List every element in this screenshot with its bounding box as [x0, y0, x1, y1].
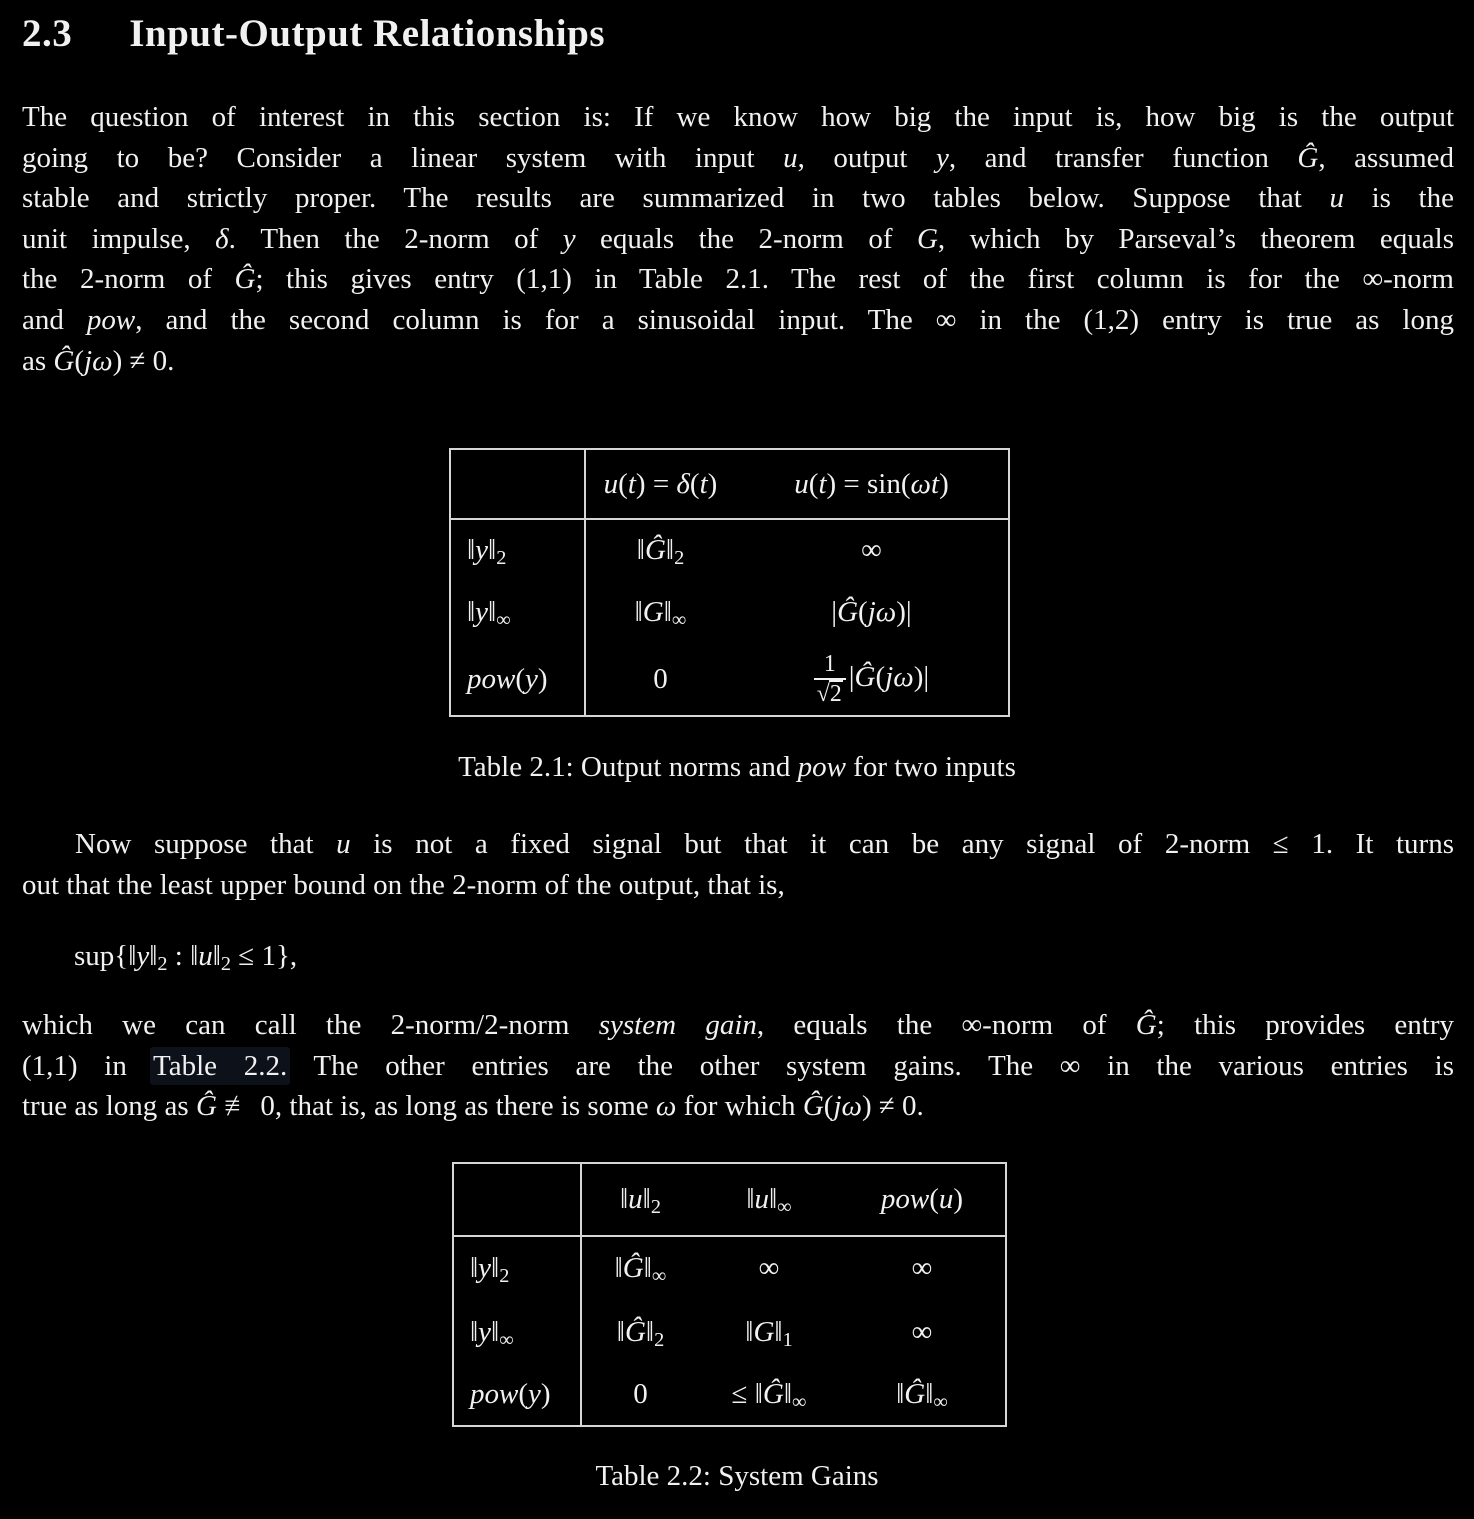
- text-line: (1,1) in Table 2.2. The other entries are the other system gains. The ∞ in the various entries is: [22, 1049, 1454, 1082]
- table-2-2-link[interactable]: Table 2.2.: [153, 1049, 288, 1082]
- paragraph-3: [22, 1005, 1454, 1127]
- table-cell: $‖y‖_2$: [450, 519, 585, 581]
- text-line: and pow, and the second column is for a sinusoidal input. The ∞ in the (1,2) entry is true as long: [22, 303, 1454, 336]
- table-cell: $‖y‖_2$: [453, 1236, 581, 1300]
- table-2-2: [452, 1162, 1007, 1427]
- table-cell: $‖y‖_\infty$: [453, 1300, 581, 1364]
- text-line: true as long as Ĝ ≢ 0, that is, as long as there is some ω for which Ĝ(jω) ≠ 0.: [22, 1090, 924, 1123]
- section-heading: [22, 10, 605, 58]
- paragraph-2: [22, 824, 1454, 905]
- text-line: out that the least upper bound on the 2-norm of the output, that is,: [22, 868, 785, 901]
- text-line: going to be? Consider a linear system with input u, output y, and transfer function Ĝ, assumed: [22, 141, 1454, 174]
- table-cell: |Ĝ(jω)|: [831, 595, 912, 628]
- table-cell: ≤ $‖Ĝ‖_\infty$: [731, 1378, 807, 1414]
- table-row: [450, 643, 1009, 716]
- equation-sup-norm: $sup\{‖y‖_2$ : $‖u‖_2 \le 1$},: [74, 940, 298, 976]
- table-cell: ∞: [911, 1252, 933, 1284]
- table-row: [450, 581, 1009, 643]
- text-line: stable and strictly proper. The results are summarized in two tables below. Suppose that u is the: [22, 182, 1454, 215]
- table-row: [453, 1364, 1006, 1426]
- text-line: as Ĝ(jω) ≠ 0.: [22, 344, 175, 377]
- table-cell: $‖u‖_\infty$: [699, 1163, 839, 1236]
- table-2-2-caption: Table 2.2: System Gains: [595, 1460, 879, 1492]
- text-line: unit impulse, δ. Then the 2-norm of y equals the 2-norm of G, which by Parseval’s theorem equals: [22, 222, 1454, 255]
- table-header-row: [453, 1163, 1006, 1236]
- text-line: Now suppose that u is not a fixed signal but that it can be any signal of 2-norm ≤ 1. It turns: [75, 828, 1454, 860]
- text-line: which we can call the 2-norm/2-norm system gain, equals the ∞-norm of Ĝ; this provides entry: [22, 1009, 1454, 1041]
- table-cell: $‖Ĝ‖_\infty$: [896, 1378, 948, 1414]
- table-cell: $‖G‖_1$: [745, 1315, 793, 1351]
- table-cell: $‖Ĝ‖_\infty$: [614, 1252, 667, 1288]
- table-cell: $‖Ĝ‖_2$: [616, 1315, 665, 1351]
- table-cell: [450, 449, 585, 519]
- table-row: [450, 519, 1009, 581]
- table-header-row: [450, 449, 1009, 519]
- text-line: the 2-norm of Ĝ; this gives entry (1,1) in Table 2.1. The rest of the first column is for the ∞-norm: [22, 263, 1454, 296]
- text-line: The question of interest in this section is: If we know how big the input is, how big is the output: [22, 101, 1454, 133]
- table-2-1: [449, 448, 1010, 717]
- table-cell: 0: [633, 1378, 648, 1410]
- table-cell: u(t) = δ(t): [585, 449, 735, 519]
- table-cell: $‖Ĝ‖_2$: [636, 534, 685, 570]
- table-cell: pow(y): [453, 1364, 581, 1426]
- table-cell: ∞: [861, 534, 882, 566]
- table-cell: $\frac{1}{√2}$ |Ĝ(jω)|: [735, 643, 1009, 716]
- table-row: [453, 1300, 1006, 1364]
- table-cell: u(t) = sin(ωt): [735, 449, 1009, 519]
- table-cell: $‖y‖_\infty$: [450, 581, 585, 643]
- table-cell: $‖u‖_2$: [581, 1163, 699, 1236]
- table-cell: [453, 1163, 581, 1236]
- table-row: [453, 1236, 1006, 1300]
- table-2-1-caption: Table 2.1: Output norms and pow for two inputs: [458, 751, 1016, 783]
- table-cell: pow(u): [839, 1163, 1006, 1236]
- table-cell: 0: [653, 662, 668, 695]
- table-cell: pow(y): [450, 643, 585, 716]
- section-number: 2.3: [22, 12, 73, 55]
- table-cell: ∞: [758, 1252, 780, 1284]
- section-title: Input-Output Relationships: [129, 12, 605, 55]
- table-cell: ∞: [911, 1315, 933, 1348]
- table-cell: $‖G‖_\infty$: [634, 595, 687, 631]
- paragraph-1: [22, 97, 1454, 381]
